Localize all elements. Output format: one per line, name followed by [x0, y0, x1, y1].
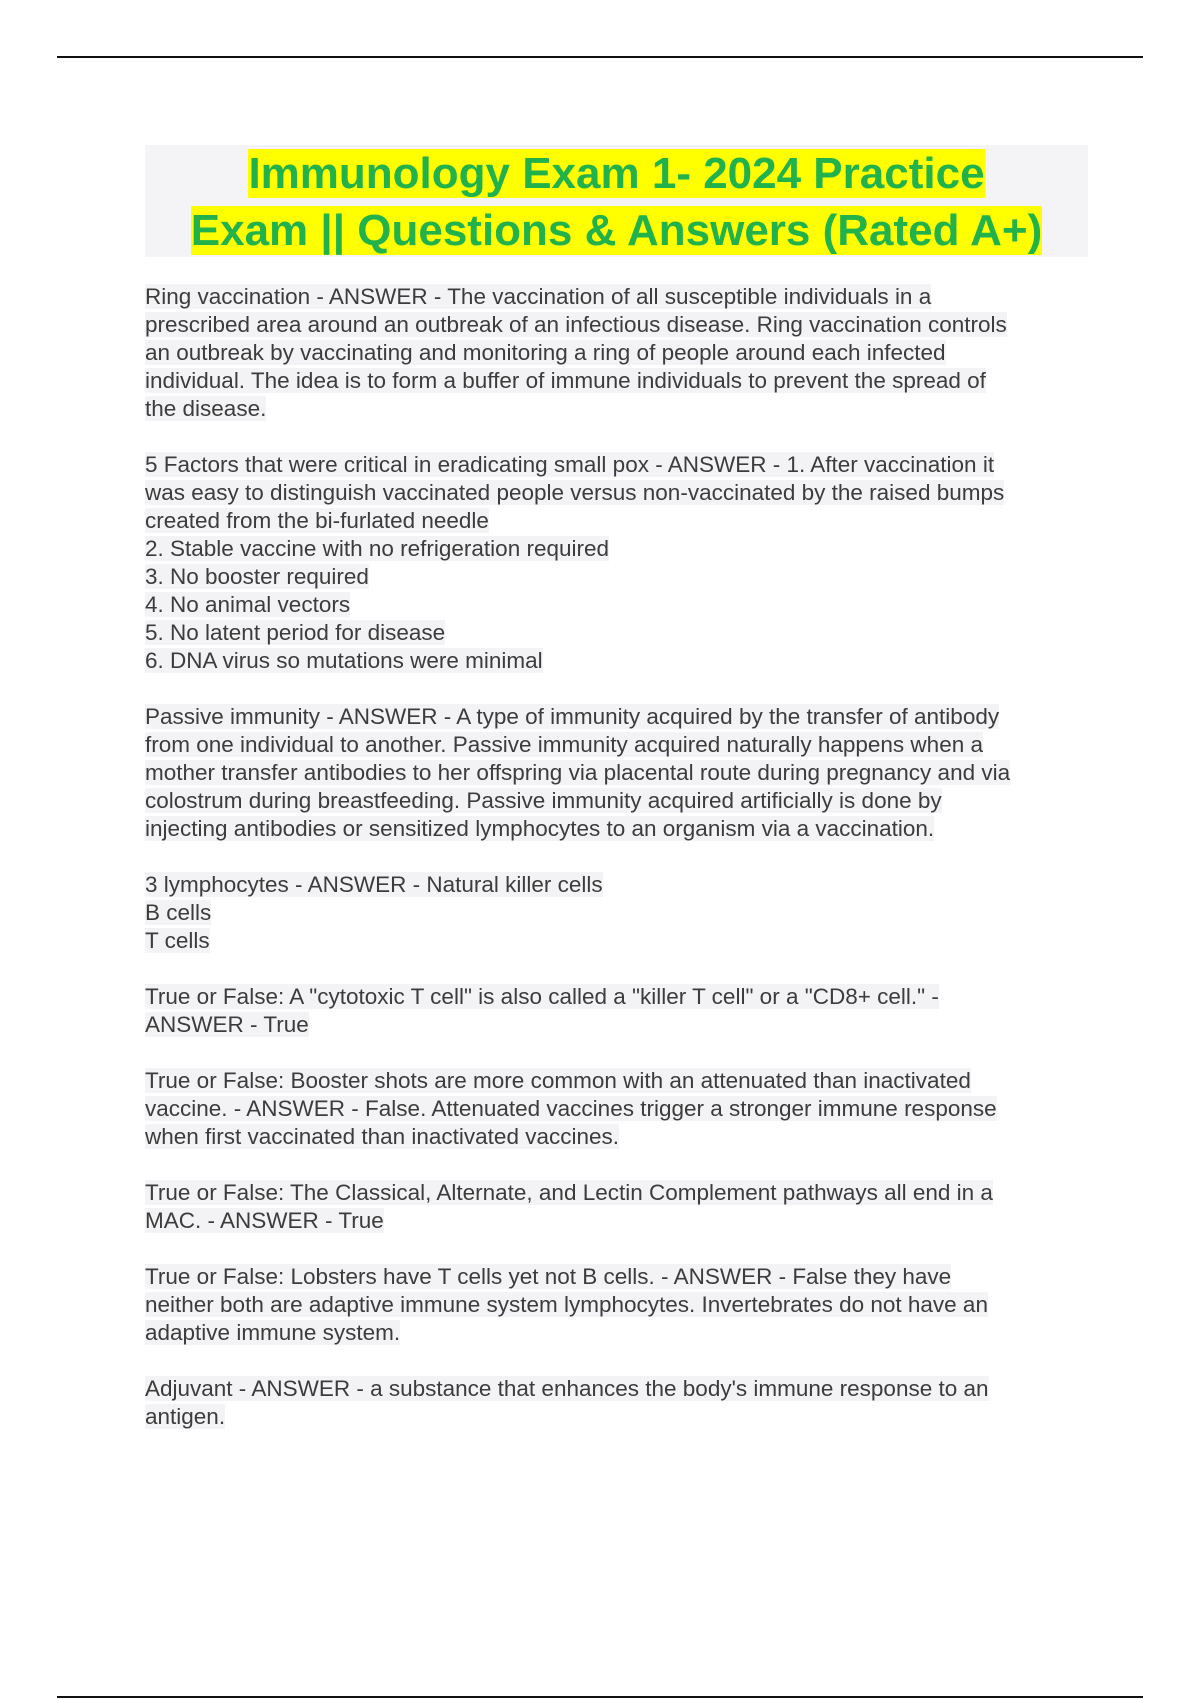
qa-line: [145, 395, 1085, 423]
qa-line-text: when first vaccinated than inactivated vaccines.: [145, 1124, 620, 1149]
qa-line-text: colostrum during breastfeeding. Passive immunity acquired artificially is done by: [145, 788, 942, 813]
qa-line: [145, 479, 1085, 507]
qa-entry: [145, 283, 1085, 423]
qa-line-text: prescribed area around an outbreak of an infectious disease. Ring vaccination controls: [145, 312, 1007, 337]
qa-line: [145, 451, 1085, 479]
qa-line: [145, 1095, 1085, 1123]
qa-entry: [145, 1067, 1085, 1151]
qa-line: [145, 703, 1085, 731]
page-title: [145, 145, 1088, 259]
qa-line: [145, 899, 1085, 927]
qa-line: [145, 815, 1085, 843]
qa-line: [145, 1123, 1085, 1151]
qa-entry: [145, 1375, 1085, 1431]
qa-line-text: 3. No booster required: [145, 564, 369, 589]
qa-line-text: created from the bi-furlated needle: [145, 508, 489, 533]
qa-entry: [145, 1263, 1085, 1347]
qa-line: [145, 1263, 1085, 1291]
qa-entry: [145, 1179, 1085, 1235]
title-line-2: Exam || Questions & Answers (Rated A+): [190, 206, 1043, 255]
qa-line: [145, 1375, 1085, 1403]
qa-line-text: vaccine. - ANSWER - False. Attenuated vaccines trigger a stronger immune response: [145, 1096, 997, 1121]
qa-line: [145, 787, 1085, 815]
qa-line-text: 4. No animal vectors: [145, 592, 351, 617]
qa-line: [145, 535, 1085, 563]
qa-entry: [145, 983, 1085, 1039]
qa-line: [145, 339, 1085, 367]
qa-line-text: the disease.: [145, 396, 267, 421]
qa-line-text: 5 Factors that were critical in eradicating small pox - ANSWER - 1. After vaccination it: [145, 452, 995, 477]
bottom-divider: [57, 1696, 1143, 1698]
qa-line-text: B cells: [145, 900, 212, 925]
qa-line-text: Passive immunity - ANSWER - A type of immunity acquired by the transfer of antibody: [145, 704, 1000, 729]
qa-line-text: 2. Stable vaccine with no refrigeration required: [145, 536, 610, 561]
qa-line-text: adaptive immune system.: [145, 1320, 401, 1345]
qa-line: [145, 1403, 1085, 1431]
qa-line: [145, 1291, 1085, 1319]
qa-line-text: 3 lymphocytes - ANSWER - Natural killer cells: [145, 872, 603, 897]
qa-entry: [145, 871, 1085, 955]
qa-line: [145, 1067, 1085, 1095]
qa-entry: [145, 703, 1085, 843]
qa-line: [145, 591, 1085, 619]
qa-line-text: from one individual to another. Passive immunity acquired naturally happens when a: [145, 732, 983, 757]
qa-line: [145, 367, 1085, 395]
qa-line: [145, 927, 1085, 955]
qa-line-text: individual. The idea is to form a buffer of immune individuals to prevent the spread of: [145, 368, 986, 393]
qa-line: [145, 1319, 1085, 1347]
qa-line: [145, 1011, 1085, 1039]
qa-line-text: True or False: A "cytotoxic T cell" is also called a "killer T cell" or a "CD8+ cell." -: [145, 984, 939, 1009]
qa-line-text: True or False: The Classical, Alternate, and Lectin Complement pathways all end in a: [145, 1180, 993, 1205]
qa-line-text: neither both are adaptive immune system lymphocytes. Invertebrates do not have an: [145, 1292, 988, 1317]
qa-line: [145, 871, 1085, 899]
qa-line-text: antigen.: [145, 1404, 226, 1429]
qa-line: [145, 759, 1085, 787]
qa-line-text: 5. No latent period for disease: [145, 620, 446, 645]
qa-line: [145, 1179, 1085, 1207]
qa-line-text: injecting antibodies or sensitized lymphocytes to an organism via a vaccination.: [145, 816, 935, 841]
qa-line-text: 6. DNA virus so mutations were minimal: [145, 648, 543, 673]
qa-line: [145, 619, 1085, 647]
qa-line: [145, 563, 1085, 591]
qa-line: [145, 311, 1085, 339]
qa-line: [145, 1207, 1085, 1235]
qa-line-text: Ring vaccination - ANSWER - The vaccination of all susceptible individuals in a: [145, 284, 932, 309]
title-line-1: Immunology Exam 1- 2024 Practice: [248, 149, 985, 198]
qa-line-text: ANSWER - True: [145, 1012, 309, 1037]
qa-line-text: True or False: Booster shots are more common with an attenuated than inactivated: [145, 1068, 971, 1093]
qa-line: [145, 283, 1085, 311]
qa-list: [145, 283, 1085, 1459]
qa-line-text: mother transfer antibodies to her offspring via placental route during pregnancy and via: [145, 760, 1011, 785]
title-block: [145, 145, 1088, 257]
qa-line-text: was easy to distinguish vaccinated people versus non-vaccinated by the raised bumps: [145, 480, 1005, 505]
top-divider: [57, 56, 1143, 58]
qa-line: [145, 983, 1085, 1011]
qa-line-text: T cells: [145, 928, 210, 953]
qa-line-text: True or False: Lobsters have T cells yet not B cells. - ANSWER - False they have: [145, 1264, 952, 1289]
qa-line-text: an outbreak by vaccinating and monitoring a ring of people around each infected: [145, 340, 946, 365]
qa-line: [145, 507, 1085, 535]
qa-line-text: Adjuvant - ANSWER - a substance that enhances the body's immune response to an: [145, 1376, 989, 1401]
qa-line: [145, 731, 1085, 759]
qa-entry: [145, 451, 1085, 675]
qa-line-text: MAC. - ANSWER - True: [145, 1208, 384, 1233]
qa-line: [145, 647, 1085, 675]
